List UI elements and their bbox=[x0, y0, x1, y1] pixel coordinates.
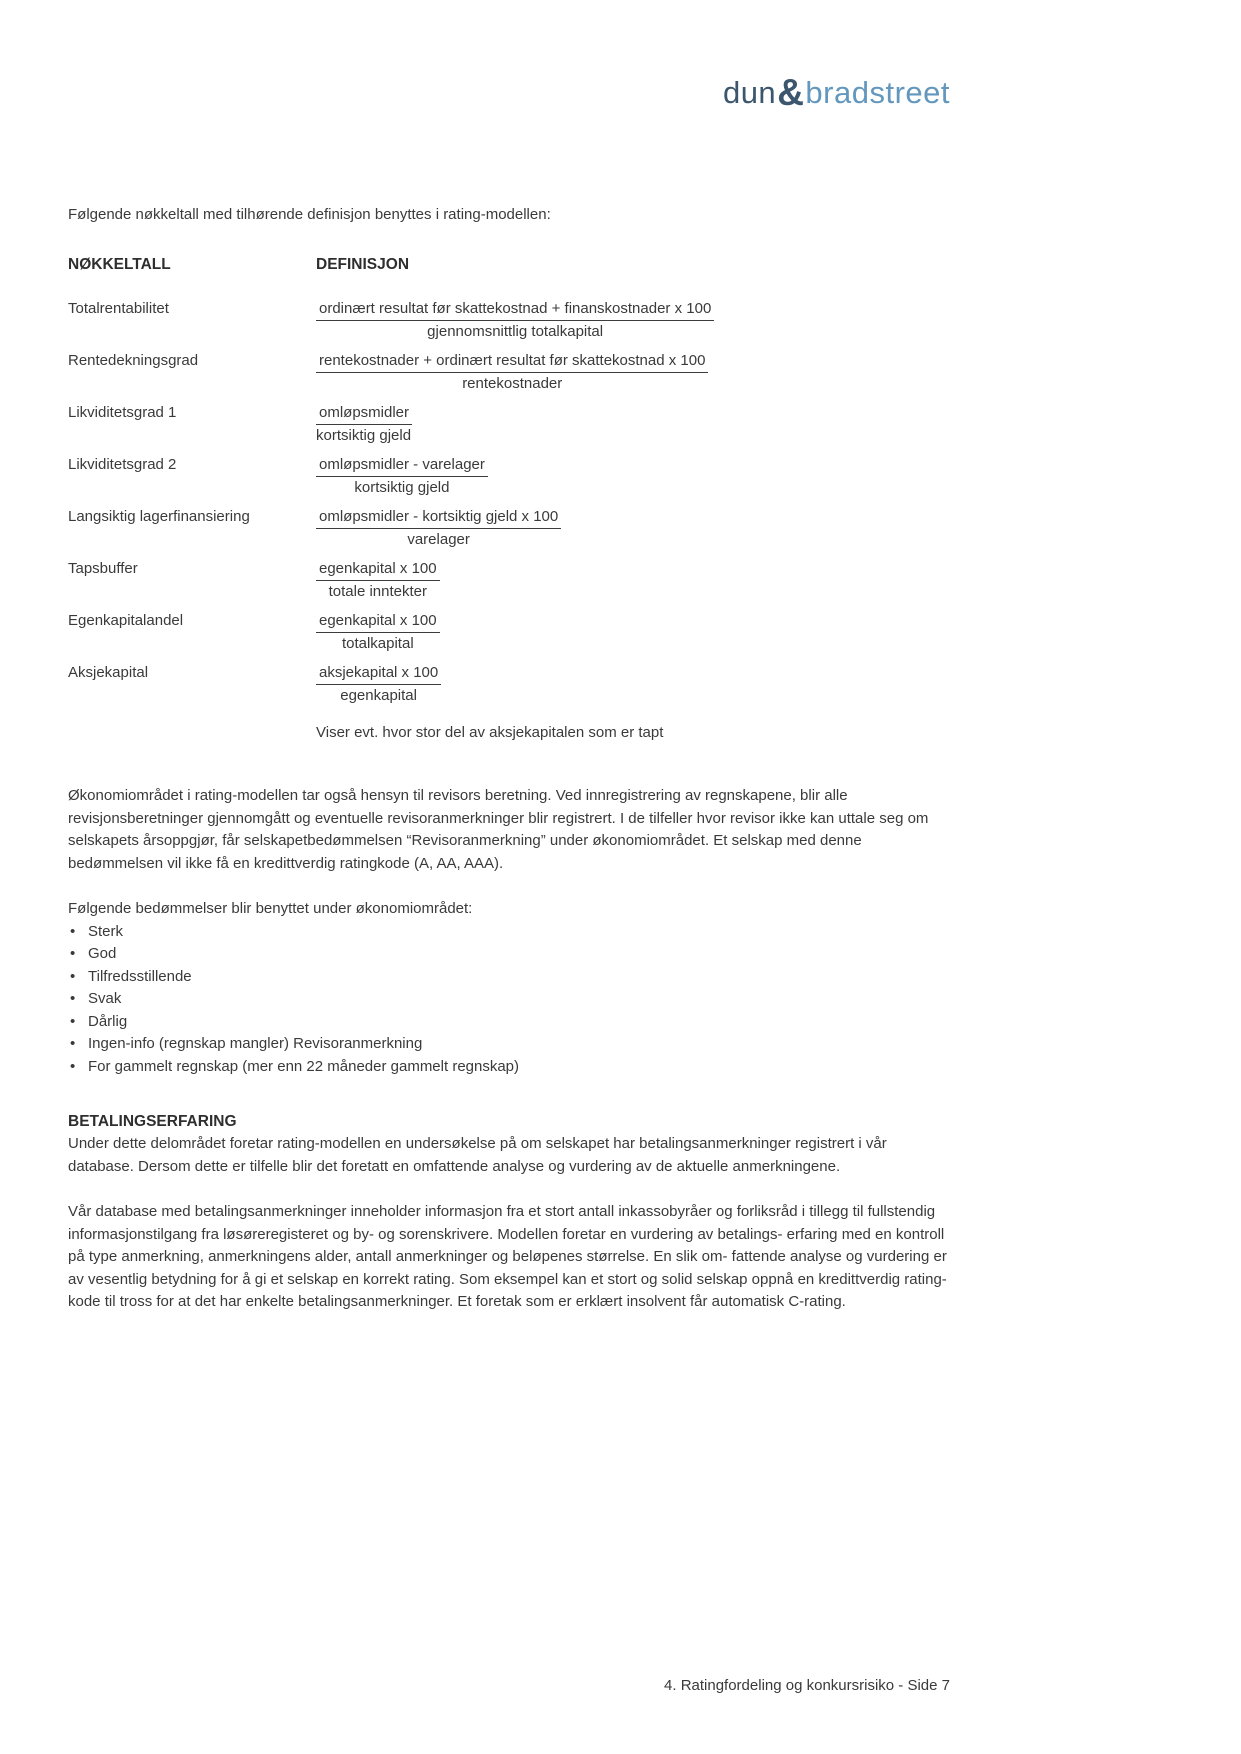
header-row bbox=[68, 72, 950, 113]
content-column bbox=[68, 0, 950, 1314]
fraction-numerator: omløpsmidler bbox=[316, 403, 412, 425]
page-footer: 4. Ratingfordeling og konkursrisiko - Side 7 bbox=[664, 1677, 950, 1694]
fraction-numerator: egenkapital x 100 bbox=[316, 611, 440, 633]
ratio-definition bbox=[316, 611, 950, 654]
list-item: • Svak bbox=[68, 988, 950, 1011]
logo-ampersand-icon: & bbox=[777, 72, 805, 113]
fraction-denominator: totalkapital bbox=[341, 635, 414, 652]
fraction-denominator: varelager bbox=[407, 531, 470, 548]
fraction bbox=[316, 507, 561, 550]
list-item: • God bbox=[68, 943, 950, 966]
fraction bbox=[316, 299, 714, 342]
fraction-denominator: kortsiktig gjeld bbox=[354, 479, 450, 496]
ratio-name: Langsiktig lagerfinansiering bbox=[68, 508, 250, 525]
fraction-numerator: ordinært resultat før skattekostnad + finanskostnader x 100 bbox=[316, 299, 714, 321]
fraction-numerator: aksjekapital x 100 bbox=[316, 663, 441, 685]
ratio-definition bbox=[316, 663, 950, 706]
list-item: • Sterk bbox=[68, 921, 950, 944]
fraction-numerator: rentekostnader + ordinært resultat før skattekostnad x 100 bbox=[316, 351, 708, 373]
assessment-list-intro: Følgende bedømmelser blir benyttet under økonomiområdet: bbox=[68, 900, 473, 917]
ratio-name: Totalrentabilitet bbox=[68, 300, 169, 317]
fraction-denominator: rentekostnader bbox=[462, 375, 563, 392]
column-header-nokkeltall: NØKKELTALL bbox=[68, 256, 171, 273]
fraction bbox=[316, 351, 708, 394]
fraction bbox=[316, 455, 488, 498]
intro-text: Følgende nøkkeltall med tilhørende definisjon benyttes i rating-modellen: bbox=[68, 206, 551, 223]
list-item: • Tilfredsstillende bbox=[68, 966, 950, 989]
ratio-name: Likviditetsgrad 1 bbox=[68, 404, 177, 421]
ratio-definition bbox=[316, 299, 950, 342]
fraction bbox=[316, 611, 440, 654]
ratio-definition bbox=[316, 403, 950, 446]
fraction-numerator: omløpsmidler - kortsiktig gjeld x 100 bbox=[316, 507, 561, 529]
ratio-definition bbox=[316, 507, 950, 550]
table-note: Viser evt. hvor stor del av aksjekapitalen som er tapt bbox=[316, 724, 664, 741]
ratio-definition bbox=[316, 559, 950, 602]
column-header-definisjon: DEFINISJON bbox=[316, 256, 410, 273]
fraction-numerator: omløpsmidler - varelager bbox=[316, 455, 488, 477]
betalingserfaring-paragraph-2: Vår database med betalingsanmerkninger inneholder informasjon fra et stort antall inkassobyråer og forliksråd i tillegg til fullstendig informasjonstilgang fra løsøreregisteret og by- og sorenskrivere. Modellen foretar en vurdering av betalings- erfaring med en kontroll på type anmerkning, anmerkningens alder, antall anmerkninger og beløpenes størrelse. En slik om- fattende analyse og vurdering er av vesentlig betydning for å gi et selskap en korrekt rating. Som eksempel kan et stort og solid selskap oppnå en kredittverdig rating-kode til tross for at det har enkelte betalingsanmerkninger. Et foretak som er erklært insolvent får automatisk C-rating. bbox=[68, 1203, 947, 1310]
fraction-denominator: totale inntekter bbox=[328, 583, 427, 600]
fraction bbox=[316, 663, 441, 706]
fraction bbox=[316, 559, 440, 602]
economy-paragraph: Økonomiområdet i rating-modellen tar også hensyn til revisors beretning. Ved innregistrering av regnskapene, blir alle revisjonsberetninger gjennomgått og eventuelle revisoranmerkninger blir registrert. I de tilfeller hvor revisor ikke kan uttale seg om selskapets årsoppgjør, får selskapetbedømmelsen “Revisoranmerkning” under økonomiområdet. Et selskap med denne bedømmelsen vil ikke få en kredittverdig ratingkode (A, AA, AAA). bbox=[68, 787, 929, 872]
ratio-name: Egenkapitalandel bbox=[68, 612, 184, 629]
ratio-name: Aksjekapital bbox=[68, 664, 149, 681]
fraction-denominator: gjennomsnittlig totalkapital bbox=[427, 323, 604, 340]
list-item: • Dårlig bbox=[68, 1011, 950, 1034]
ratio-name: Likviditetsgrad 2 bbox=[68, 456, 177, 473]
ratio-definition bbox=[316, 455, 950, 498]
dun-bradstreet-logo bbox=[722, 72, 950, 113]
key-figures-table bbox=[68, 256, 950, 743]
assessment-list bbox=[68, 921, 950, 1079]
list-item: • Ingen-info (regnskap mangler) Revisoranmerkning bbox=[68, 1033, 950, 1056]
betalingserfaring-paragraph-1: Under dette delområdet foretar rating-modellen en undersøkelse på om selskapet har betalingsanmerkninger registrert i vår database. Dersom dette er tilfelle blir det foretatt en omfattende analyse og vurdering av de aktuelle anmerkningene. bbox=[68, 1135, 887, 1175]
list-item: • For gammelt regnskap (mer enn 22 måneder gammelt regnskap) bbox=[68, 1056, 950, 1079]
logo-text-bradstreet: bradstreet bbox=[805, 75, 950, 110]
ratio-name: Rentedekningsgrad bbox=[68, 352, 199, 369]
betalingserfaring-heading: BETALINGSERFARING bbox=[68, 1113, 237, 1130]
ratio-definition bbox=[316, 351, 950, 394]
fraction-denominator: kortsiktig gjeld bbox=[316, 427, 412, 444]
ratio-name: Tapsbuffer bbox=[68, 560, 138, 577]
fraction-numerator: egenkapital x 100 bbox=[316, 559, 440, 581]
logo-text-dun: dun bbox=[722, 75, 777, 110]
fraction bbox=[316, 403, 412, 446]
fraction-denominator: egenkapital bbox=[340, 687, 417, 704]
